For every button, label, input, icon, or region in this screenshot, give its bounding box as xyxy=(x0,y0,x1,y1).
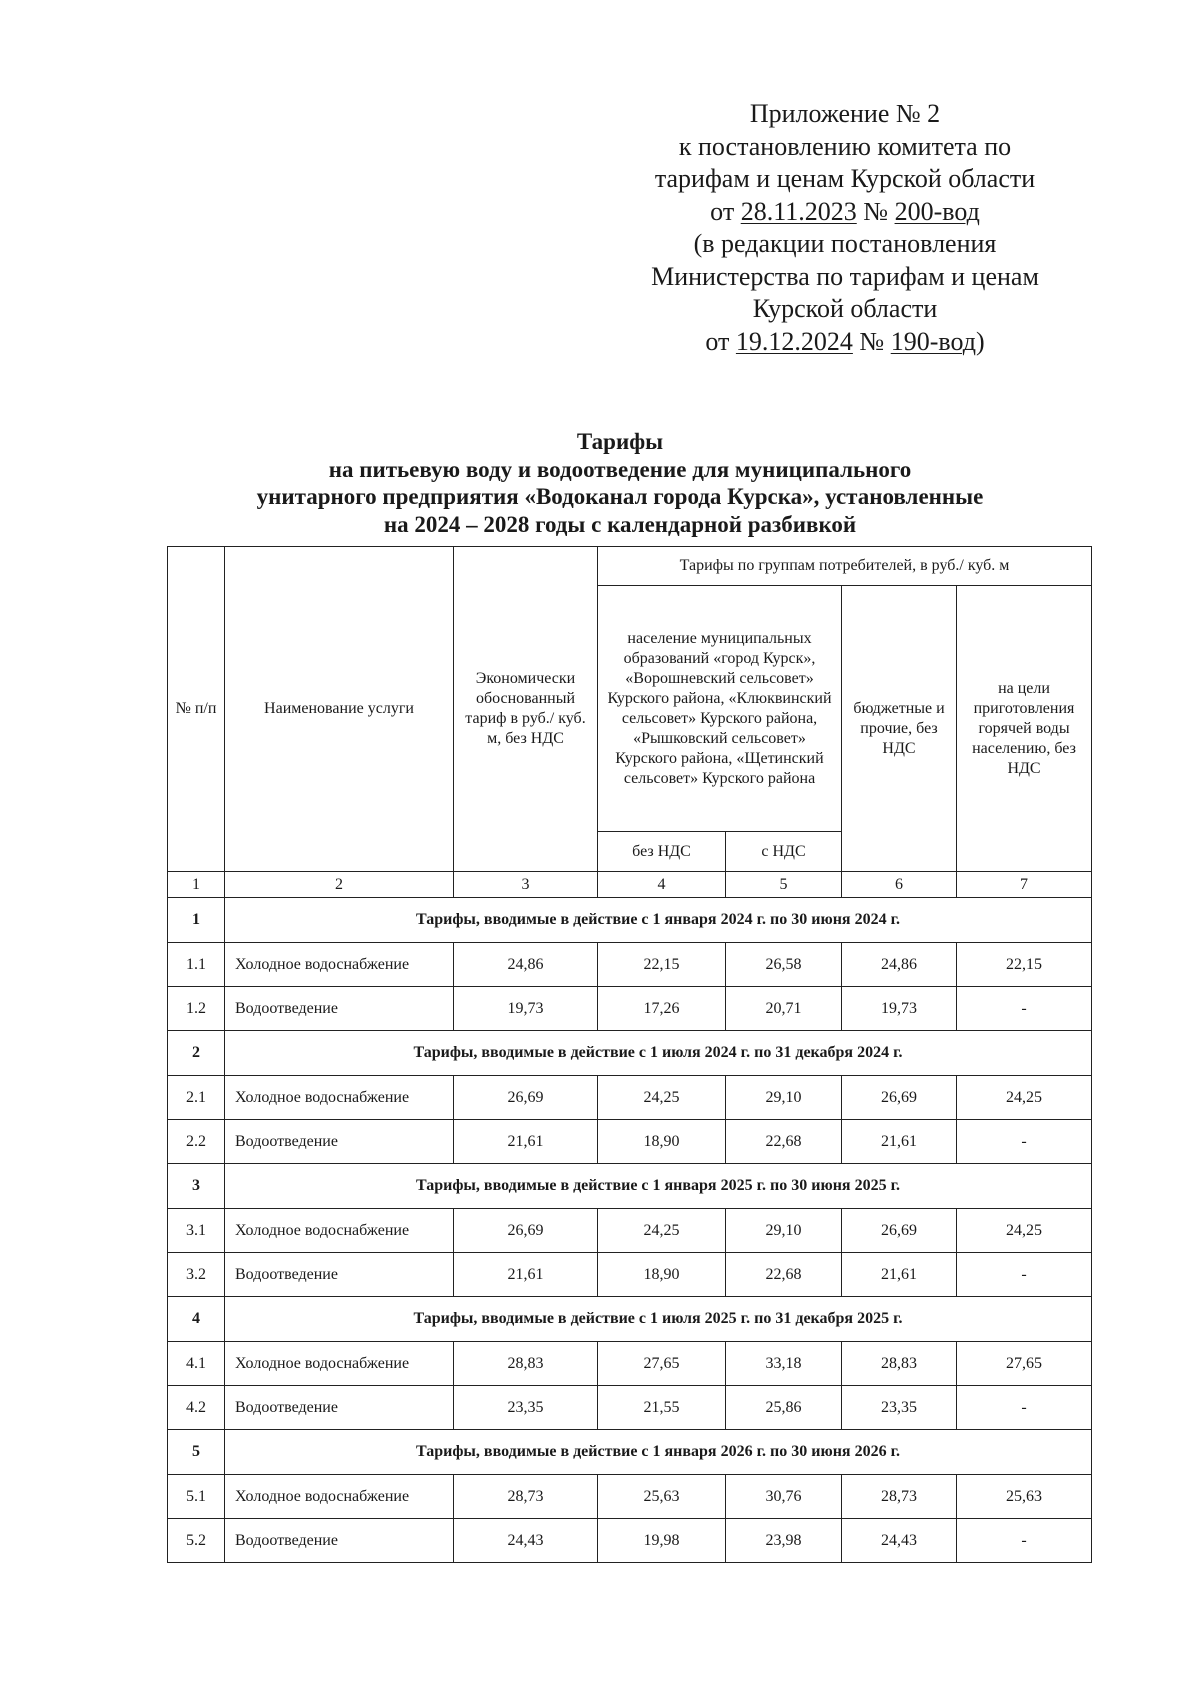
row-population-no-vat: 25,63 xyxy=(598,1475,726,1519)
appendix-line-7: Курской области xyxy=(752,294,938,323)
section-4 xyxy=(168,1297,1092,1430)
appendix-line-4-prefix: от xyxy=(710,196,741,226)
table-header xyxy=(168,547,1092,898)
row-population-with-vat: 29,10 xyxy=(726,1209,842,1253)
appendix-line-2: к постановлению комитета по xyxy=(678,131,1012,161)
header-no-vat: без НДС xyxy=(598,832,726,872)
header-econ-tariff: Экономически обоснованный тариф в руб./ куб. м, без НДС xyxy=(454,547,598,872)
header-consumer-groups: Тарифы по группам потребителей, в руб./ куб. м xyxy=(598,547,1092,586)
section-5 xyxy=(168,1430,1092,1563)
row-budget: 28,73 xyxy=(842,1475,957,1519)
row-service-name: Водоотведение xyxy=(225,1386,454,1430)
header-budget: бюджетные и прочие, без НДС xyxy=(842,586,957,872)
row-service-name: Холодное водоснабжение xyxy=(225,1475,454,1519)
row-number: 1.2 xyxy=(168,987,225,1031)
row-number: 4.2 xyxy=(168,1386,225,1430)
row-service-name: Холодное водоснабжение xyxy=(225,943,454,987)
row-number: 5.1 xyxy=(168,1475,225,1519)
row-population-with-vat: 33,18 xyxy=(726,1342,842,1386)
row-population-with-vat: 29,10 xyxy=(726,1076,842,1120)
row-population-with-vat: 22,68 xyxy=(726,1120,842,1164)
section-number: 5 xyxy=(168,1430,225,1475)
table-row xyxy=(168,1253,1092,1297)
row-budget: 24,43 xyxy=(842,1519,957,1563)
header-hot-water: на цели приготовления горячей воды населению, без НДС xyxy=(957,586,1092,872)
row-population-with-vat: 26,58 xyxy=(726,943,842,987)
row-budget: 26,69 xyxy=(842,1076,957,1120)
row-hot-water: 25,63 xyxy=(957,1475,1092,1519)
section-row xyxy=(168,1164,1092,1209)
section-title: Тарифы, вводимые в действие с 1 января 2024 г. по 30 июня 2024 г. xyxy=(225,898,1092,943)
row-budget: 28,83 xyxy=(842,1342,957,1386)
column-number: 7 xyxy=(957,872,1092,898)
section-3 xyxy=(168,1164,1092,1297)
header-no: № п/п xyxy=(168,547,225,872)
section-title: Тарифы, вводимые в действие с 1 июля 2025 г. по 31 декабря 2025 г. xyxy=(225,1297,1092,1342)
row-econ-tariff: 28,73 xyxy=(454,1475,598,1519)
column-number: 4 xyxy=(598,872,726,898)
row-econ-tariff: 23,35 xyxy=(454,1386,598,1430)
row-econ-tariff: 21,61 xyxy=(454,1253,598,1297)
appendix-header xyxy=(620,98,1070,358)
section-row xyxy=(168,1297,1092,1342)
appendix-line-4 xyxy=(620,196,1070,229)
row-budget: 19,73 xyxy=(842,987,957,1031)
appendix-line-8-mid: № xyxy=(852,326,891,356)
row-population-no-vat: 21,55 xyxy=(598,1386,726,1430)
row-budget: 26,69 xyxy=(842,1209,957,1253)
row-population-no-vat: 27,65 xyxy=(598,1342,726,1386)
row-number: 3.2 xyxy=(168,1253,225,1297)
header-population: население муниципальных образований «город Курск», «Ворошневский сельсовет» Курского района, «Клюквинский сельсовет» Курского района, «Рышковский сельсовет» Курского района, «Щетинский сельсовет» Курского района xyxy=(598,586,842,832)
row-number: 3.1 xyxy=(168,1209,225,1253)
row-number: 2.2 xyxy=(168,1120,225,1164)
row-service-name: Холодное водоснабжение xyxy=(225,1209,454,1253)
title-line-1: Тарифы xyxy=(576,429,664,454)
row-number: 1.1 xyxy=(168,943,225,987)
section-2 xyxy=(168,1031,1092,1164)
row-budget: 23,35 xyxy=(842,1386,957,1430)
row-econ-tariff: 21,61 xyxy=(454,1120,598,1164)
row-service-name: Холодное водоснабжение xyxy=(225,1076,454,1120)
row-econ-tariff: 26,69 xyxy=(454,1076,598,1120)
section-title: Тарифы, вводимые в действие с 1 января 2025 г. по 30 июня 2025 г. xyxy=(225,1164,1092,1209)
title-line-4: на 2024 – 2028 годы с календарной разбивкой xyxy=(383,511,857,537)
column-number: 6 xyxy=(842,872,957,898)
column-number: 5 xyxy=(726,872,842,898)
section-title: Тарифы, вводимые в действие с 1 июля 2024 г. по 31 декабря 2024 г. xyxy=(225,1031,1092,1076)
column-number: 3 xyxy=(454,872,598,898)
row-econ-tariff: 19,73 xyxy=(454,987,598,1031)
row-number: 4.1 xyxy=(168,1342,225,1386)
row-hot-water: - xyxy=(957,1253,1092,1297)
row-hot-water: - xyxy=(957,987,1092,1031)
row-number: 5.2 xyxy=(168,1519,225,1563)
appendix-revision-number: 190-вод xyxy=(890,326,976,356)
column-number: 2 xyxy=(225,872,454,898)
row-hot-water: 24,25 xyxy=(957,1076,1092,1120)
row-population-with-vat: 30,76 xyxy=(726,1475,842,1519)
section-number: 3 xyxy=(168,1164,225,1209)
column-numbers-row xyxy=(168,872,1092,898)
appendix-line-8 xyxy=(620,326,1070,359)
section-title: Тарифы, вводимые в действие с 1 января 2026 г. по 30 июня 2026 г. xyxy=(225,1430,1092,1475)
row-hot-water: 22,15 xyxy=(957,943,1092,987)
row-population-no-vat: 19,98 xyxy=(598,1519,726,1563)
row-service-name: Водоотведение xyxy=(225,987,454,1031)
section-number: 4 xyxy=(168,1297,225,1342)
row-hot-water: 27,65 xyxy=(957,1342,1092,1386)
row-hot-water: - xyxy=(957,1120,1092,1164)
row-service-name: Водоотведение xyxy=(225,1253,454,1297)
section-row xyxy=(168,1031,1092,1076)
row-budget: 21,61 xyxy=(842,1120,957,1164)
section-1 xyxy=(168,898,1092,1031)
row-service-name: Холодное водоснабжение xyxy=(225,1342,454,1386)
section-number: 1 xyxy=(168,898,225,943)
table-row xyxy=(168,1386,1092,1430)
row-budget: 24,86 xyxy=(842,943,957,987)
table-row xyxy=(168,1519,1092,1563)
row-population-no-vat: 24,25 xyxy=(598,1076,726,1120)
title-line-2: на питьевую воду и водоотведение для муниципального xyxy=(328,456,912,482)
row-population-no-vat: 22,15 xyxy=(598,943,726,987)
appendix-line-8-suffix: ) xyxy=(975,326,985,356)
table-row xyxy=(168,1209,1092,1253)
appendix-revision-date: 19.12.2024 xyxy=(735,326,853,356)
appendix-line-5: (в редакции постановления xyxy=(693,229,997,258)
table-row xyxy=(168,987,1092,1031)
section-row xyxy=(168,1430,1092,1475)
table-row xyxy=(168,1475,1092,1519)
document-title xyxy=(160,428,1080,538)
row-econ-tariff: 24,86 xyxy=(454,943,598,987)
row-service-name: Водоотведение xyxy=(225,1120,454,1164)
appendix-decree-number: 200-вод xyxy=(894,196,980,226)
row-econ-tariff: 24,43 xyxy=(454,1519,598,1563)
section-number: 2 xyxy=(168,1031,225,1076)
appendix-line-8-prefix: от xyxy=(705,326,736,356)
appendix-line-1: Приложение № 2 xyxy=(749,99,941,128)
title-line-3: унитарного предприятия «Водоканал города Курска», установленные xyxy=(256,484,984,509)
row-population-with-vat: 25,86 xyxy=(726,1386,842,1430)
appendix-line-6: Министерства по тарифам и ценам xyxy=(651,261,1039,291)
row-population-no-vat: 24,25 xyxy=(598,1209,726,1253)
row-hot-water: - xyxy=(957,1519,1092,1563)
row-number: 2.1 xyxy=(168,1076,225,1120)
header-with-vat: с НДС xyxy=(726,832,842,872)
header-service: Наименование услуги xyxy=(225,547,454,872)
row-population-no-vat: 18,90 xyxy=(598,1253,726,1297)
table-row xyxy=(168,1120,1092,1164)
row-population-with-vat: 20,71 xyxy=(726,987,842,1031)
tariffs-table xyxy=(167,546,1092,1563)
table-row xyxy=(168,1076,1092,1120)
appendix-line-3: тарифам и ценам Курской области xyxy=(654,164,1036,193)
table-row xyxy=(168,943,1092,987)
row-population-with-vat: 23,98 xyxy=(726,1519,842,1563)
appendix-decree-date: 28.11.2023 xyxy=(740,196,857,226)
row-hot-water: 24,25 xyxy=(957,1209,1092,1253)
table-row xyxy=(168,1342,1092,1386)
row-service-name: Водоотведение xyxy=(225,1519,454,1563)
row-econ-tariff: 26,69 xyxy=(454,1209,598,1253)
row-econ-tariff: 28,83 xyxy=(454,1342,598,1386)
section-row xyxy=(168,898,1092,943)
row-budget: 21,61 xyxy=(842,1253,957,1297)
row-hot-water: - xyxy=(957,1386,1092,1430)
row-population-with-vat: 22,68 xyxy=(726,1253,842,1297)
row-population-no-vat: 17,26 xyxy=(598,987,726,1031)
appendix-line-4-mid: № xyxy=(856,196,895,226)
column-number: 1 xyxy=(168,872,225,898)
row-population-no-vat: 18,90 xyxy=(598,1120,726,1164)
